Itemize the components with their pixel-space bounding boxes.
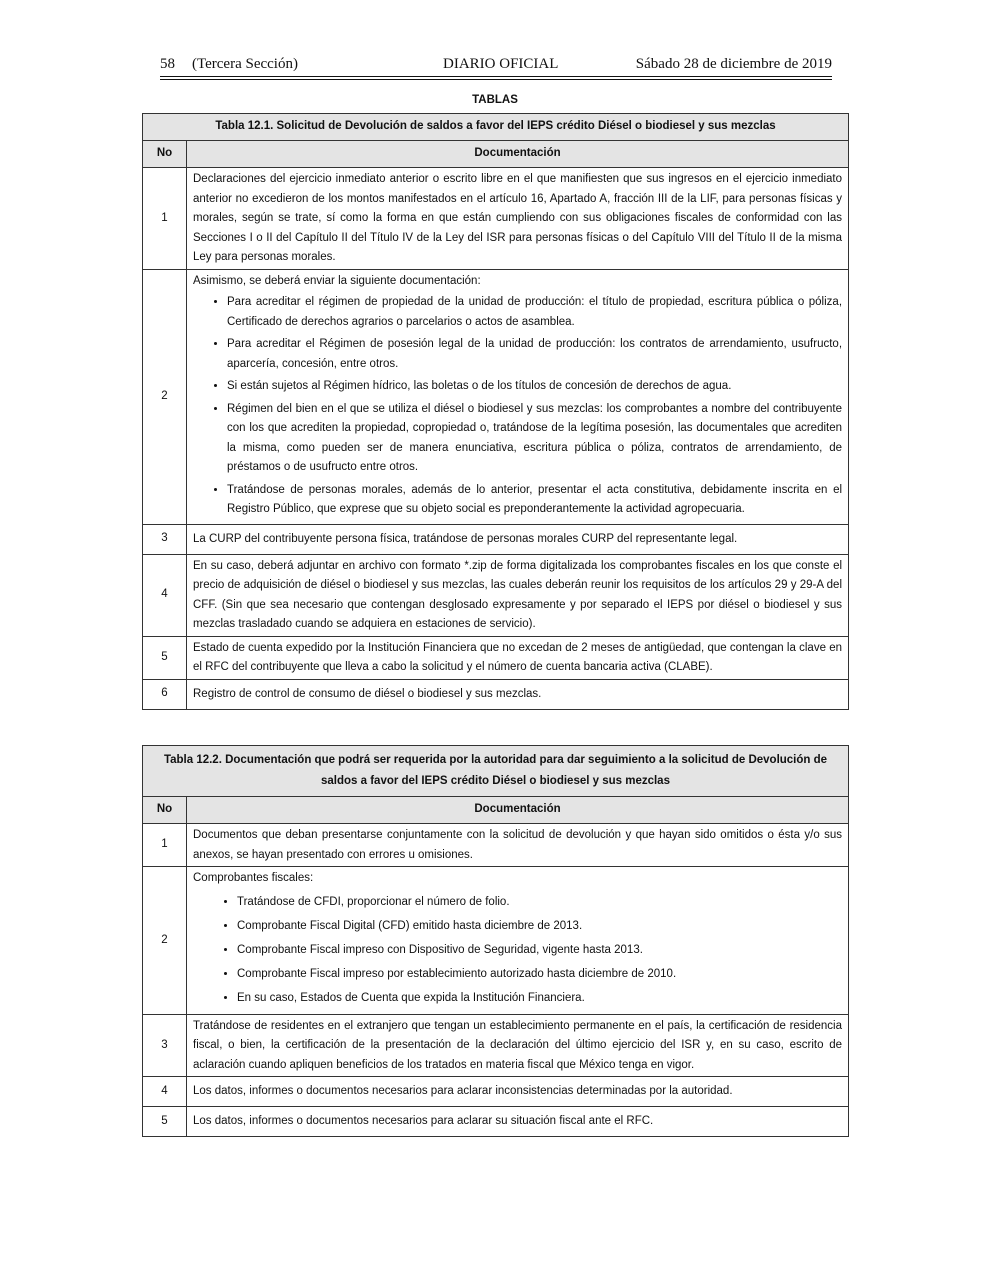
- list-item: • Tratándose de CFDI, proporcionar el número de folio.: [237, 893, 842, 913]
- list-item: • Si están sujetos al Régimen hídrico, las boletas o de los títulos de concesión de derechos de agua.: [227, 377, 842, 397]
- row-number: 5: [143, 636, 187, 679]
- column-header-no: No: [143, 141, 187, 168]
- row-number: 1: [143, 824, 187, 867]
- list-item: • Régimen del bien en el que se utiliza el diésel o biodiesel y sus mezclas: los comprobantes a nombre del contribuyente con los que acrediten la propiedad, copropiedad o, tratándose de la legítima posesión, las documentales que acrediten la misma, como pueden ser de manera enunciativa, escritura pública o póliza, contratos de arrendamiento, de préstamos o de usufructo entre otros.: [227, 400, 842, 478]
- table-title: Tabla 12.1. Solicitud de Devolución de saldos a favor del IEPS crédito Diésel o biodiesel y sus mezclas: [143, 114, 849, 141]
- row-number: 2: [143, 269, 187, 524]
- row-text: Los datos, informes o documentos necesarios para aclarar su situación fiscal ante el RFC.: [187, 1107, 849, 1137]
- row-content: [187, 269, 849, 524]
- table-row: [143, 554, 849, 636]
- table-row: [143, 1014, 849, 1077]
- row-number: 5: [143, 1107, 187, 1137]
- table-row: [143, 269, 849, 524]
- row-text: Tratándose de residentes en el extranjero que tengan un establecimiento permanente en el país, la certificación de residencia fiscal, o bien, la certificación de la presentación de la declaración del último ejercicio del ISR y, en su caso, escrito de aclaración cuando apliquen beneficios de los tratados en materia fiscal que México tenga en vigor.: [187, 1014, 849, 1077]
- row-text: En su caso, deberá adjuntar en archivo con formato *.zip de forma digitalizada los comprobantes fiscales en los que conste el precio de adquisición de diésel o biodiesel y sus mezclas, las cuales deberán reunir los requisitos de los artículos 29 y 29-A del CFF. (Sin que sea necesario que contengan desglosado expresamente y por separado el IEPS por diésel o biodiesel y sus mezclas trasladado cuando se adquiera en estaciones de servicio).: [187, 554, 849, 636]
- list-item: • Comprobante Fiscal Digital (CFD) emitido hasta diciembre de 2013.: [237, 917, 842, 937]
- table-title: Tabla 12.2. Documentación que podrá ser requerida por la autoridad para dar seguimiento a la solicitud de Devolución de saldos a favor del IEPS crédito Diésel o biodiesel y sus mezclas: [143, 746, 849, 797]
- table-row: [143, 679, 849, 709]
- publication-date: Sábado 28 de diciembre de 2019: [635, 56, 832, 72]
- journal-name: DIARIO OFICIAL: [443, 56, 559, 72]
- row-intro: Comprobantes fiscales:: [193, 872, 314, 884]
- row-number: 6: [143, 679, 187, 709]
- page-number: 58: [160, 56, 175, 72]
- table-row: [143, 524, 849, 554]
- table-row: [143, 636, 849, 679]
- row-content: [187, 867, 849, 1015]
- row-text: Estado de cuenta expedido por la Institución Financiera que no excedan de 2 meses de antigüedad, que contengan la clave en el RFC del contribuyente que lleva a cabo la solicitud y el número de cuenta bancaria activa (CLABE).: [187, 636, 849, 679]
- row-text: Los datos, informes o documentos necesarios para aclarar inconsistencias determinadas por la autoridad.: [187, 1077, 849, 1107]
- header-rule-top: [160, 76, 832, 77]
- list-item: • Tratándose de personas morales, además de lo anterior, presentar el acta constitutiva, debidamente inscrita en el Registro Público, que exprese que su objeto social es preponderantemente la actividad agropecuaria.: [227, 481, 842, 520]
- row-number: 2: [143, 867, 187, 1015]
- column-header-documentation: Documentación: [187, 141, 849, 168]
- row-number: 3: [143, 1014, 187, 1077]
- bullet-list: [193, 893, 842, 1009]
- row-number: 1: [143, 168, 187, 270]
- row-text: Documentos que deban presentarse conjuntamente con la solicitud de devolución y que hayan sido omitidos o ésta y/o sus anexos, se hayan presentado con errores u omisiones.: [187, 824, 849, 867]
- table-12-1: [142, 113, 849, 710]
- table-row: [143, 824, 849, 867]
- table-row: [143, 1077, 849, 1107]
- table-row: [143, 867, 849, 1015]
- list-item: • Para acreditar el Régimen de posesión legal de la unidad de producción: los contratos de arrendamiento, usufructo, aparcería, concesión, entre otros.: [227, 335, 842, 374]
- header-rule-bottom: [160, 79, 832, 80]
- row-number: 3: [143, 524, 187, 554]
- page-header: [160, 56, 832, 76]
- column-header-documentation: Documentación: [187, 797, 849, 824]
- list-item: • Comprobante Fiscal impreso con Dispositivo de Seguridad, vigente hasta 2013.: [237, 941, 842, 961]
- bullet-list: [193, 293, 842, 520]
- row-text: La CURP del contribuyente persona física, tratándose de personas morales CURP del representante legal.: [187, 524, 849, 554]
- table-12-2: [142, 745, 849, 1137]
- tables-heading: TABLAS: [472, 94, 518, 106]
- row-number: 4: [143, 1077, 187, 1107]
- list-item: • En su caso, Estados de Cuenta que expida la Institución Financiera.: [237, 989, 842, 1009]
- table-row: [143, 1107, 849, 1137]
- row-number: 4: [143, 554, 187, 636]
- row-text: Declaraciones del ejercicio inmediato anterior o escrito libre en el que manifiesten que sus ingresos en el ejercicio inmediato anterior no excedieron de los montos manifestados en el artículo 16, Apartado A, fracción III de la LIF, para personas físicas y morales, según se trate, sí como la forma en que están cumpliendo con sus obligaciones fiscales de conformidad con las Secciones I o II del Capítulo II del Título IV de la Ley del ISR para personas físicas o del Capítulo VIII del Título II de la misma Ley para personas morales.: [187, 168, 849, 270]
- section-label: (Tercera Sección): [192, 56, 298, 72]
- column-header-no: No: [143, 797, 187, 824]
- row-text: Registro de control de consumo de diésel o biodiesel y sus mezclas.: [187, 679, 849, 709]
- list-item: • Para acreditar el régimen de propiedad de la unidad de producción: el título de propiedad, escritura pública o póliza, Certificado de derechos agrarios o parcelarios o actos de asamblea.: [227, 293, 842, 332]
- table-row: [143, 168, 849, 270]
- list-item: • Comprobante Fiscal impreso por establecimiento autorizado hasta diciembre de 2010.: [237, 965, 842, 985]
- row-intro: Asimismo, se deberá enviar la siguiente documentación:: [193, 274, 481, 287]
